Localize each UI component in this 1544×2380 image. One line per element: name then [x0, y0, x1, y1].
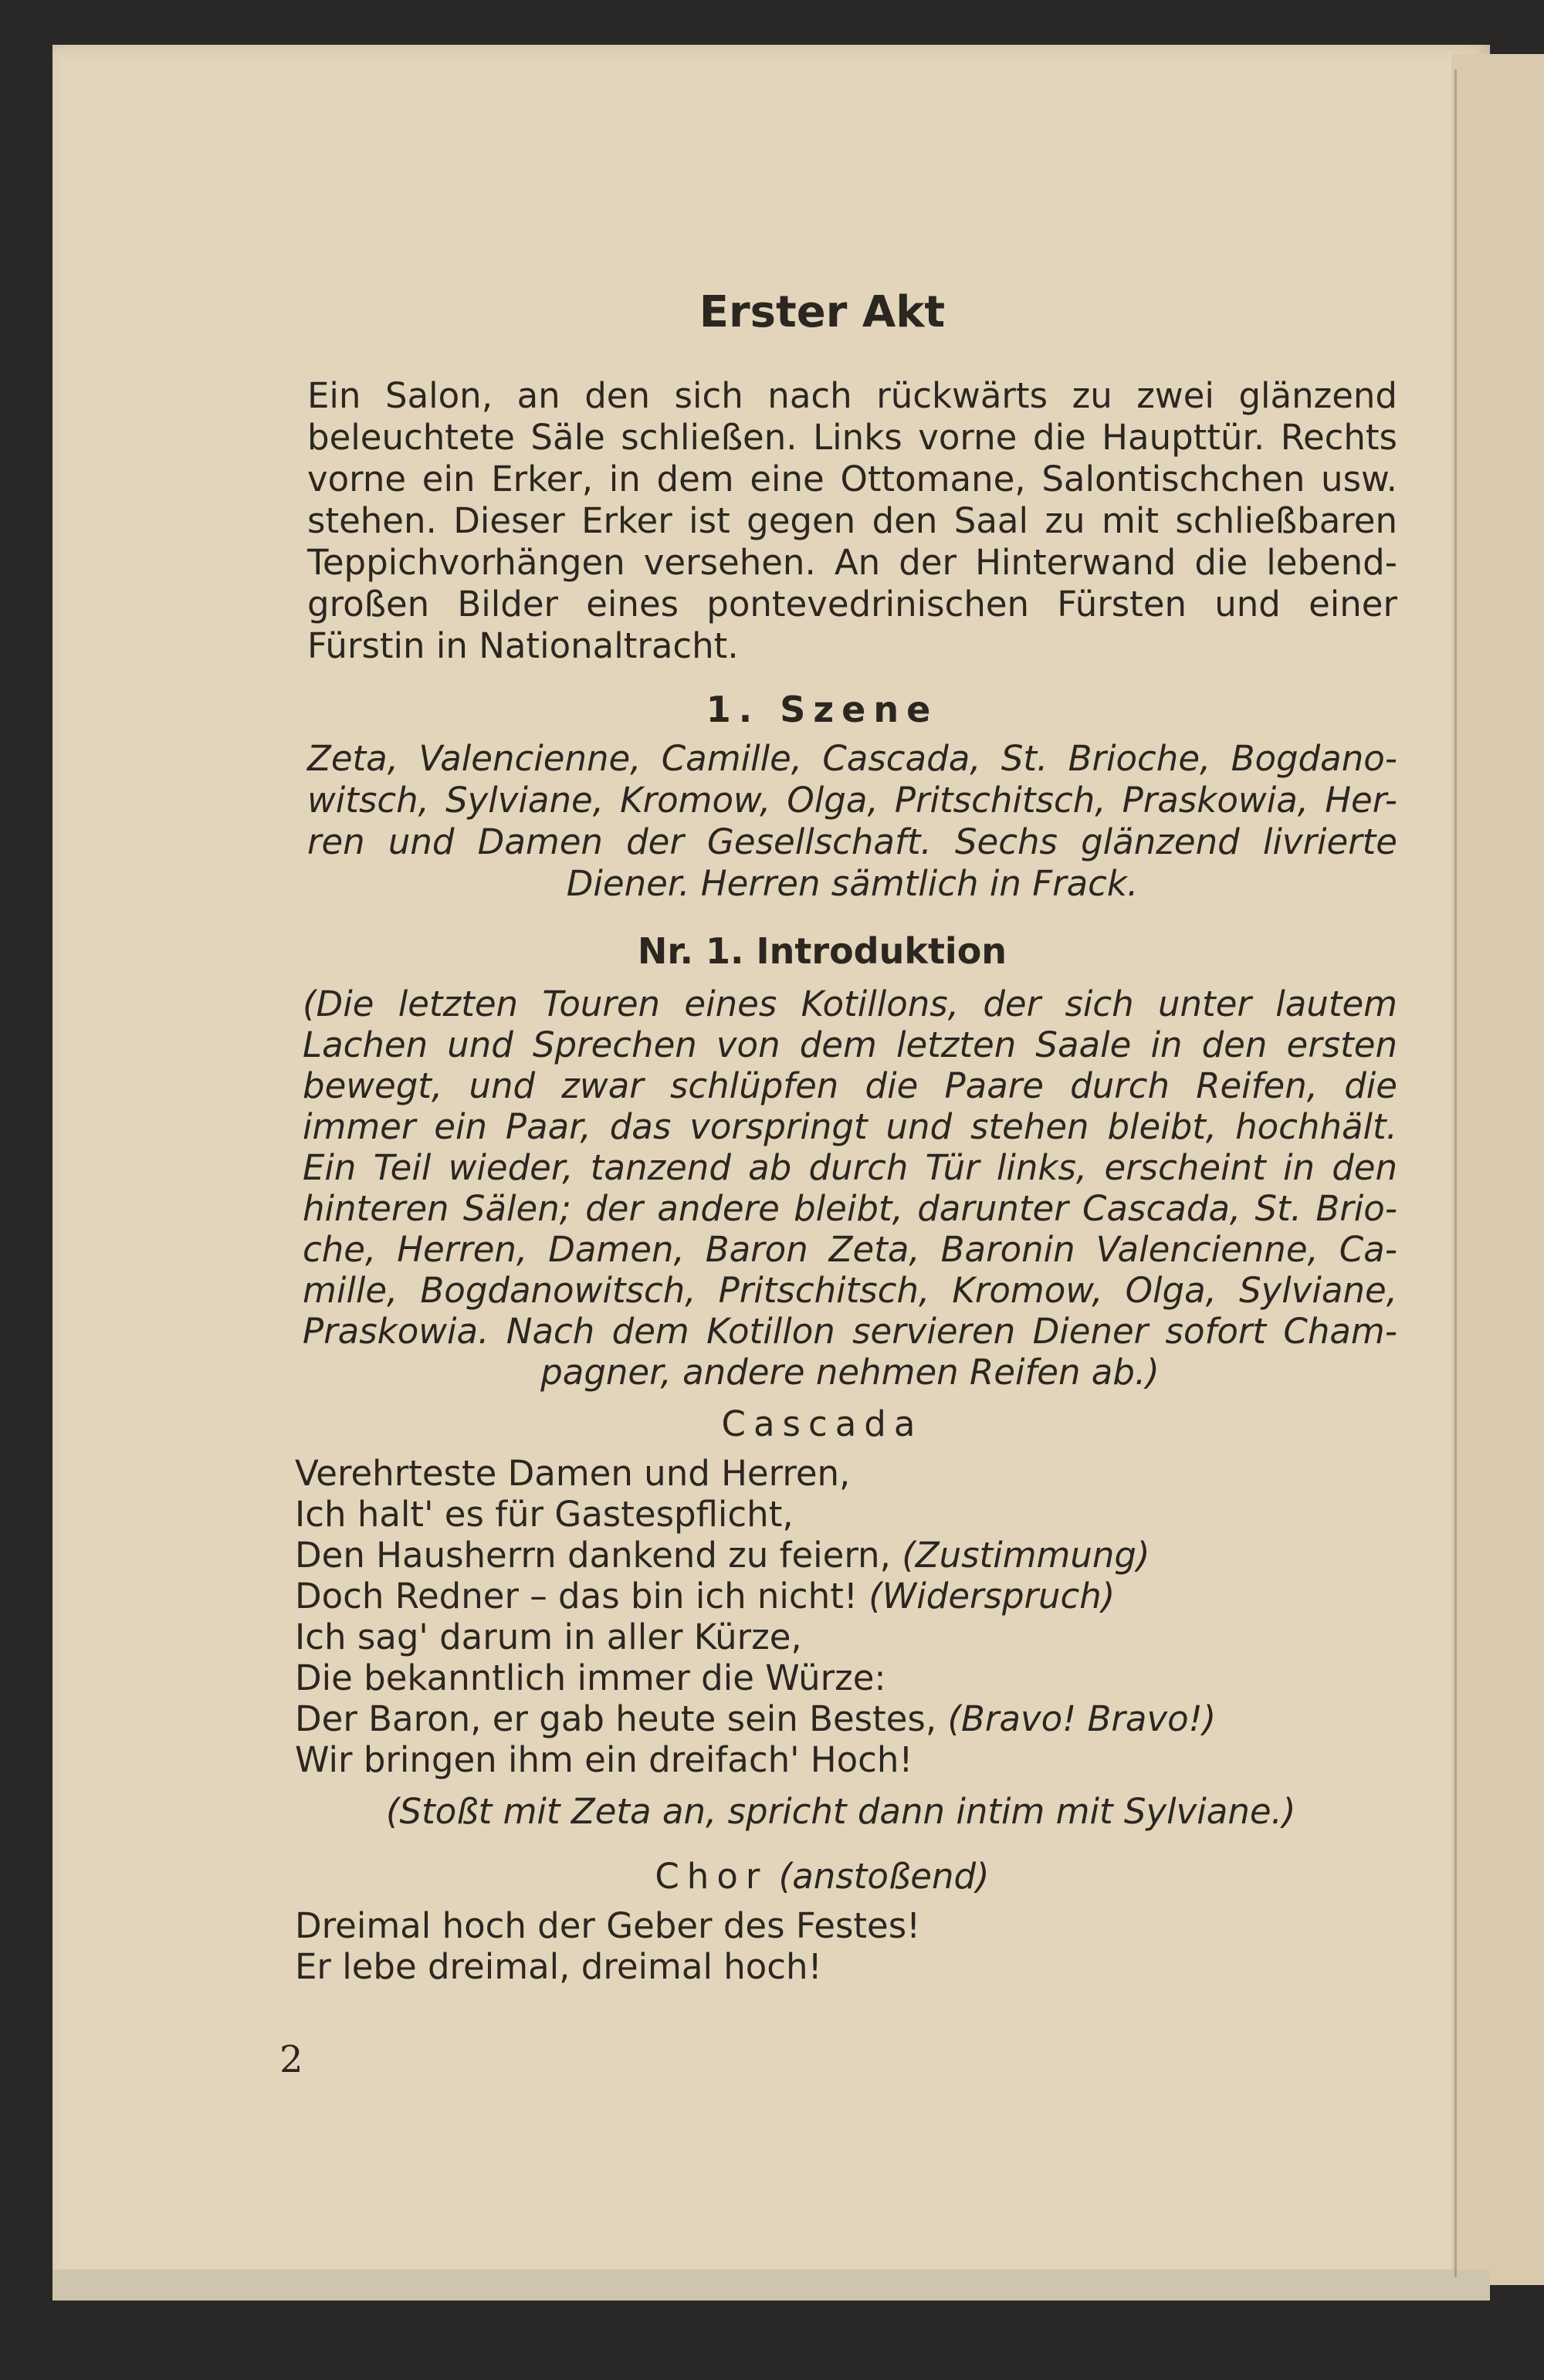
- intro-direction-line: mille, Bogdanowitsch, Pritschitsch, Kromow, Olga, Sylviane,: [303, 1270, 1397, 1311]
- intro-direction-line: immer ein Paar, das vorspringt und stehen bleibt, hochhält.: [303, 1106, 1397, 1147]
- verse-note: (Bravo! Bravo!): [947, 1698, 1217, 1739]
- cast-line: ren und Damen der Gesellschaft. Sechs glänzend livrierte: [307, 821, 1397, 862]
- verse-line: Er lebe dreimal, dreimal hoch!: [295, 1946, 822, 1987]
- page-number: 2: [279, 2038, 303, 2081]
- action-direction: (Stoßt mit Zeta an, spricht dann intim mit Sylviane.): [386, 1791, 1296, 1832]
- verse-line: Ich halt' es für Gastespflicht,: [295, 1494, 794, 1535]
- stage-direction-line: Fürstin in Nationaltracht.: [307, 625, 739, 666]
- verse-note: (Widerspruch): [868, 1576, 1116, 1617]
- stage-direction-line: großen Bilder eines pontevedrinischen Fürsten und einer: [307, 584, 1397, 625]
- intro-direction-line: pagner, andere nehmen Reifen ab.): [540, 1352, 1160, 1393]
- verse-line: Der Baron, er gab heute sein Bestes, (Bravo! Bravo!): [295, 1698, 1217, 1739]
- intro-direction-line: che, Herren, Damen, Baron Zeta, Baronin Valencienne, Ca-: [303, 1229, 1397, 1270]
- stage-direction-line: Teppichvorhängen versehen. An der Hinterwand die lebend-: [307, 542, 1397, 583]
- speaker-name: Cascada: [721, 1403, 923, 1444]
- verse-note: (Zustimmung): [902, 1535, 1150, 1576]
- intro-direction-line: Praskowia. Nach dem Kotillon servieren Diener sofort Cham-: [303, 1311, 1397, 1352]
- chorus-speaker: [301, 1856, 1343, 1898]
- cast-line: Zeta, Valencienne, Camille, Cascada, St. Brioche, Bogdano-: [307, 738, 1397, 779]
- number-heading: Nr. 1. Introduktion: [637, 930, 1007, 972]
- verse-line: Wir bringen ihm ein dreifach' Hoch!: [295, 1739, 913, 1780]
- speaker-name: Chor: [655, 1856, 768, 1897]
- cast-line: witsch, Sylviane, Kromow, Olga, Pritschitsch, Praskowia, Her-: [307, 780, 1397, 821]
- stage-direction-line: stehen. Dieser Erker ist gegen den Saal zu mit schließbaren: [307, 500, 1397, 541]
- verse-line: Doch Redner – das bin ich nicht! (Widerspruch): [295, 1576, 1116, 1617]
- verse-line: Verehrteste Damen und Herren,: [295, 1453, 851, 1494]
- stage-direction-line: beleuchtete Säle schließen. Links vorne die Haupttür. Rechts: [307, 417, 1397, 458]
- verse-line: Ich sag' darum in aller Kürze,: [295, 1617, 802, 1657]
- intro-direction-line: (Die letzten Touren eines Kotillons, der sich unter lautem: [303, 983, 1397, 1024]
- stage-direction-line: vorne ein Erker, in dem eine Ottomane, Salontischchen usw.: [307, 459, 1397, 499]
- act-title: Erster Akt: [699, 287, 946, 337]
- cast-line: Diener. Herren sämtlich in Frack.: [566, 863, 1139, 904]
- intro-direction-line: Ein Teil wieder, tanzend ab durch Tür links, erscheint in den: [303, 1147, 1397, 1188]
- stage-direction-line: Ein Salon, an den sich nach rückwärts zu zwei glänzend: [307, 375, 1397, 416]
- verse-line: Dreimal hoch der Geber des Festes!: [295, 1905, 921, 1946]
- verse-line: Den Hausherrn dankend zu feiern, (Zustimmung): [295, 1535, 1150, 1576]
- intro-direction-line: Lachen und Sprechen von dem letzten Saale in den ersten: [303, 1024, 1397, 1065]
- verse-line: Die bekanntlich immer die Würze:: [295, 1657, 886, 1698]
- intro-direction-line: bewegt, und zwar schlüpfen die Paare durch Reifen, die: [303, 1065, 1397, 1106]
- scene-heading: 1. Szene: [706, 689, 939, 730]
- intro-direction-line: hinteren Sälen; der andere bleibt, darunter Cascada, St. Brio-: [303, 1188, 1397, 1229]
- speaker-note: (anstoßend): [778, 1856, 990, 1897]
